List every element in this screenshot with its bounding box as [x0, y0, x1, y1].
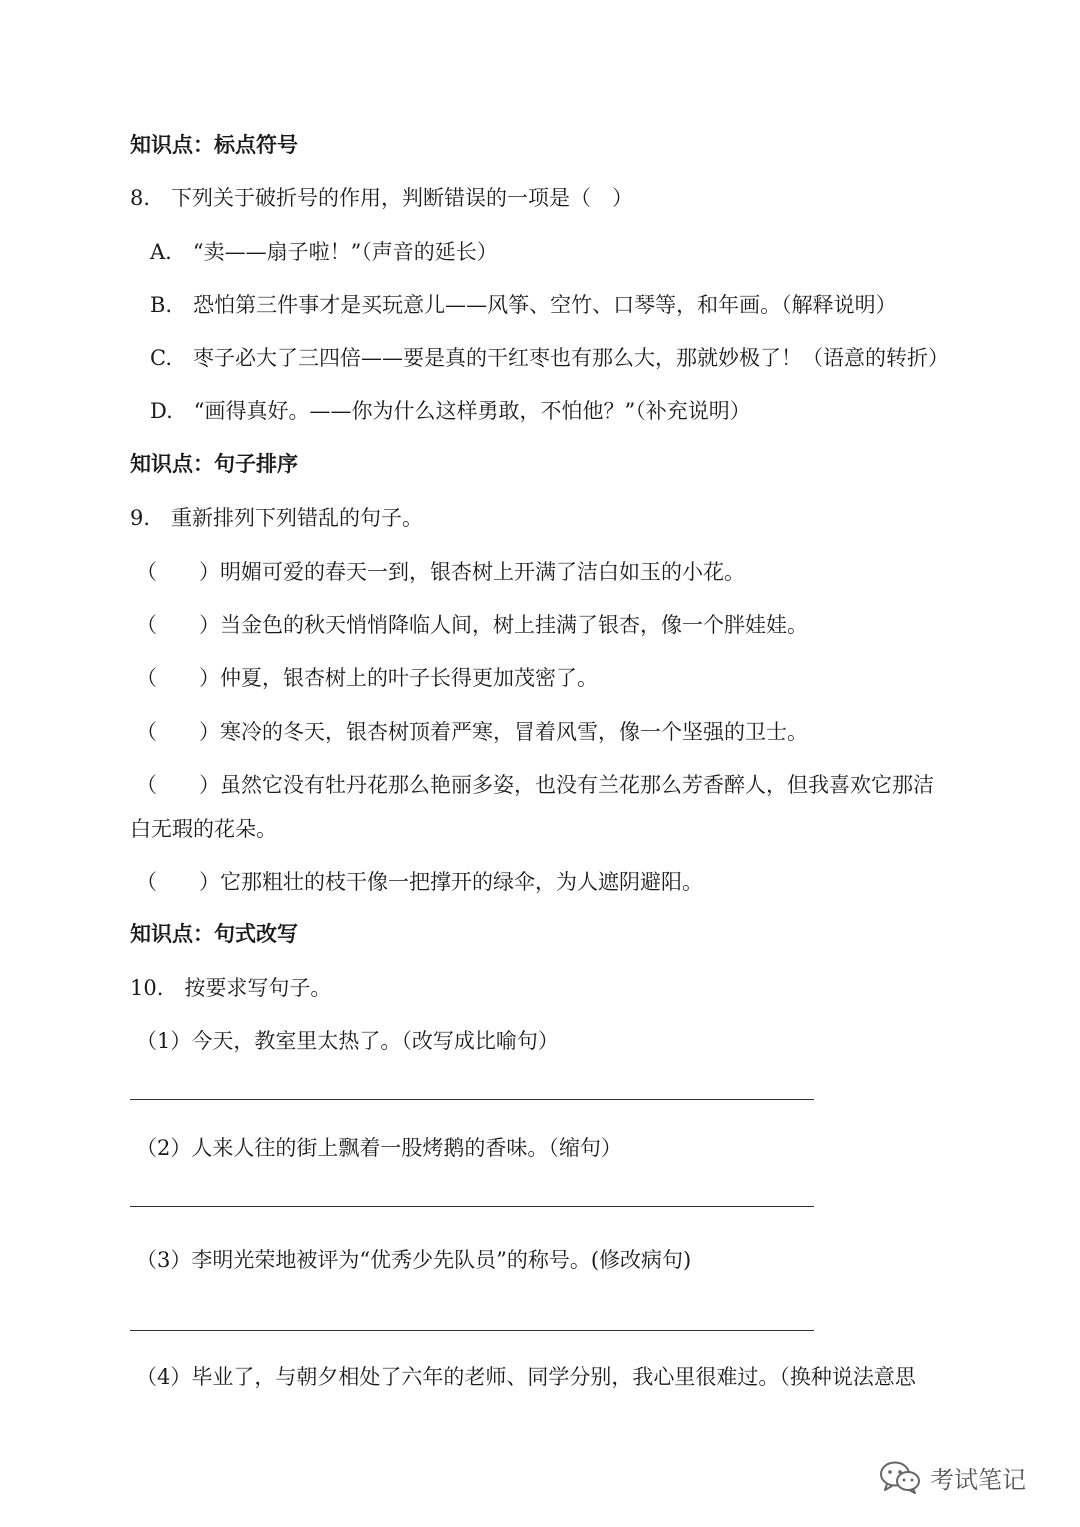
question-10-part-4: （4）毕业了，与朝夕相处了六年的老师、同学分别，我心里很难过。（换种说法意思 [136, 1365, 916, 1389]
watermark [878, 1455, 1026, 1499]
wechat-icon [878, 1459, 922, 1495]
section-heading-punctuation: 知识点：标点符号 [130, 133, 298, 157]
question-9-sentence-4: （ ）寒冷的冬天，银杏树顶着严寒，冒着风雪，像一个坚强的卫士。 [136, 720, 808, 744]
question-10-part-3: （3）李明光荣地被评为“优秀少先队员”的称号。(修改病句) [136, 1248, 692, 1272]
question-9-sentence-1: （ ）明媚可爱的春天一到，银杏树上开满了洁白如玉的小花。 [136, 560, 745, 584]
question-9-sentence-3: （ ）仲夏，银杏树上的叶子长得更加茂密了。 [136, 666, 598, 690]
question-9-sentence-5-line-2: 白无瑕的花朵。 [130, 817, 277, 841]
question-8-option-d: D. “画得真好。——你为什么这样勇敢，不怕他？”（补充说明） [150, 399, 751, 423]
section-heading-rewriting: 知识点：句式改写 [130, 922, 298, 946]
answer-line-3 [130, 1330, 814, 1331]
question-9-stem: 9. 重新排列下列错乱的句子。 [130, 506, 424, 530]
question-10-part-1: （1）今天，教室里太热了。（改写成比喻句） [136, 1029, 559, 1053]
question-9-sentence-2: （ ）当金色的秋天悄悄降临人间，树上挂满了银杏，像一个胖娃娃。 [136, 613, 808, 637]
question-9-sentence-5-line-1: （ ）虽然它没有牡丹花那么艳丽多姿，也没有兰花那么芳香醉人，但我喜欢它那洁 [136, 773, 934, 797]
question-8-option-b: B. 恐怕第三件事才是买玩意儿——风筝、空竹、口琴等，和年画。（解释说明） [150, 293, 897, 317]
answer-line-2 [130, 1206, 814, 1207]
question-8-stem: 8. 下列关于破折号的作用，判断错误的一项是（ ） [130, 186, 634, 210]
question-10-part-2: （2）人来人往的街上飘着一股烤鹅的香味。（缩句） [136, 1136, 622, 1160]
section-heading-ordering: 知识点：句子排序 [130, 452, 298, 476]
question-9-sentence-6: （ ）它那粗壮的枝干像一把撑开的绿伞，为人遮阴避阳。 [136, 870, 703, 894]
question-8-option-c: C. 枣子必大了三四倍——要是真的干红枣也有那么大，那就妙极了！（语意的转折） [150, 346, 949, 370]
question-10-stem: 10. 按要求写句子。 [130, 976, 332, 1000]
watermark-text: 考试笔记 [930, 1465, 1026, 1494]
answer-line-1 [130, 1099, 814, 1100]
question-8-option-a: A. “卖——扇子啦！”（声音的延长） [150, 240, 498, 264]
